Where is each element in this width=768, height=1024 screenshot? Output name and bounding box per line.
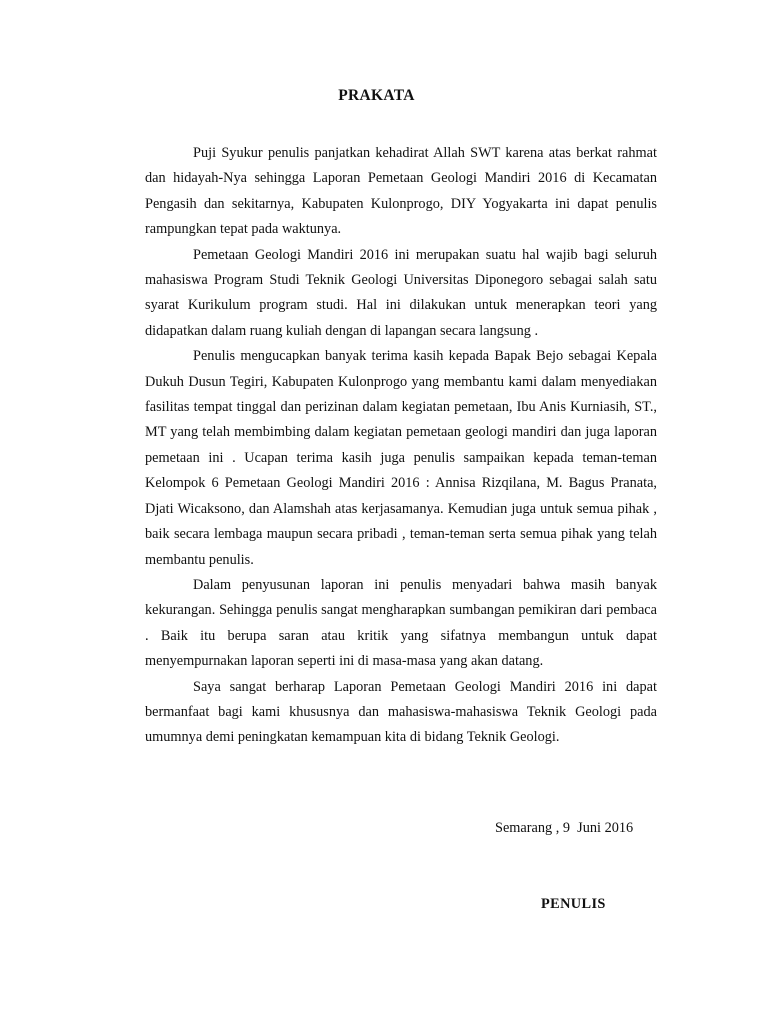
author-signature: PENULIS	[541, 896, 606, 912]
paragraph-2: Pemetaan Geologi Mandiri 2016 ini merupakan suatu hal wajib bagi seluruh mahasiswa Program Studi Teknik Geologi Universitas Diponegoro sebagai salah satu syarat Kurikulum program studi. Hal ini dilakukan untuk menerapkan teori yang didapatkan dalam ruang kuliah dengan di lapangan secara langsung .	[145, 246, 657, 339]
page-title: PRAKATA	[338, 87, 415, 104]
body-text	[145, 141, 657, 751]
place-date: Semarang , 9 Juni 2016	[495, 820, 634, 836]
paragraph-1: Puji Syukur penulis panjatkan kehadirat Allah SWT karena atas berkat rahmat dan hidayah-Nya sehingga Laporan Pemetaan Geologi Mandiri 2016 di Kecamatan Pengasih dan sekitarnya, Kabupaten Kulonprogo, DIY Yogyakarta ini dapat penulis rampungkan tepat pada waktunya.	[145, 145, 657, 238]
paragraph-4: Dalam penyusunan laporan ini penulis menyadari bahwa masih banyak kekurangan. Sehingga penulis sangat mengharapkan sumbangan pemikiran dari pembaca . Baik itu berupa saran atau kritik yang sifatnya membangun untuk dapat menyempurnakan laporan seperti ini di masa-masa yang akan datang.	[145, 576, 657, 670]
paragraph-5: Saya sangat berharap Laporan Pemetaan Geologi Mandiri 2016 ini dapat bermanfaat bagi kami khususnya dan mahasiswa-mahasiswa Teknik Geologi pada umumnya demi peningkatan kemampuan kita di bidang Teknik Geologi.	[145, 678, 657, 746]
paragraph-3: Penulis mengucapkan banyak terima kasih kepada Bapak Bejo sebagai Kepala Dukuh Dusun Tegiri, Kabupaten Kulonprogo yang membantu kami dalam menyediakan fasilitas tempat tinggal dan perizinan dalam kegiatan pemetaan, Ibu Anis Kurniasih, ST., MT yang telah membimbing dalam kegiatan pemetaan geologi mandiri dan juga laporan pemetaan ini . Ucapan terima kasih juga penulis sampaikan kepada teman-teman Kelompok 6 Pemetaan Geologi Mandiri 2016 : Annisa Rizqilana, M. Bagus Pranata, Djati Wicaksono, dan Alamshah atas kerjasamanya. Kemudian juga untuk semua pihak , baik secara lembaga maupun secara pribadi , teman-teman serta semua pihak yang telah membantu penulis.	[145, 348, 657, 568]
